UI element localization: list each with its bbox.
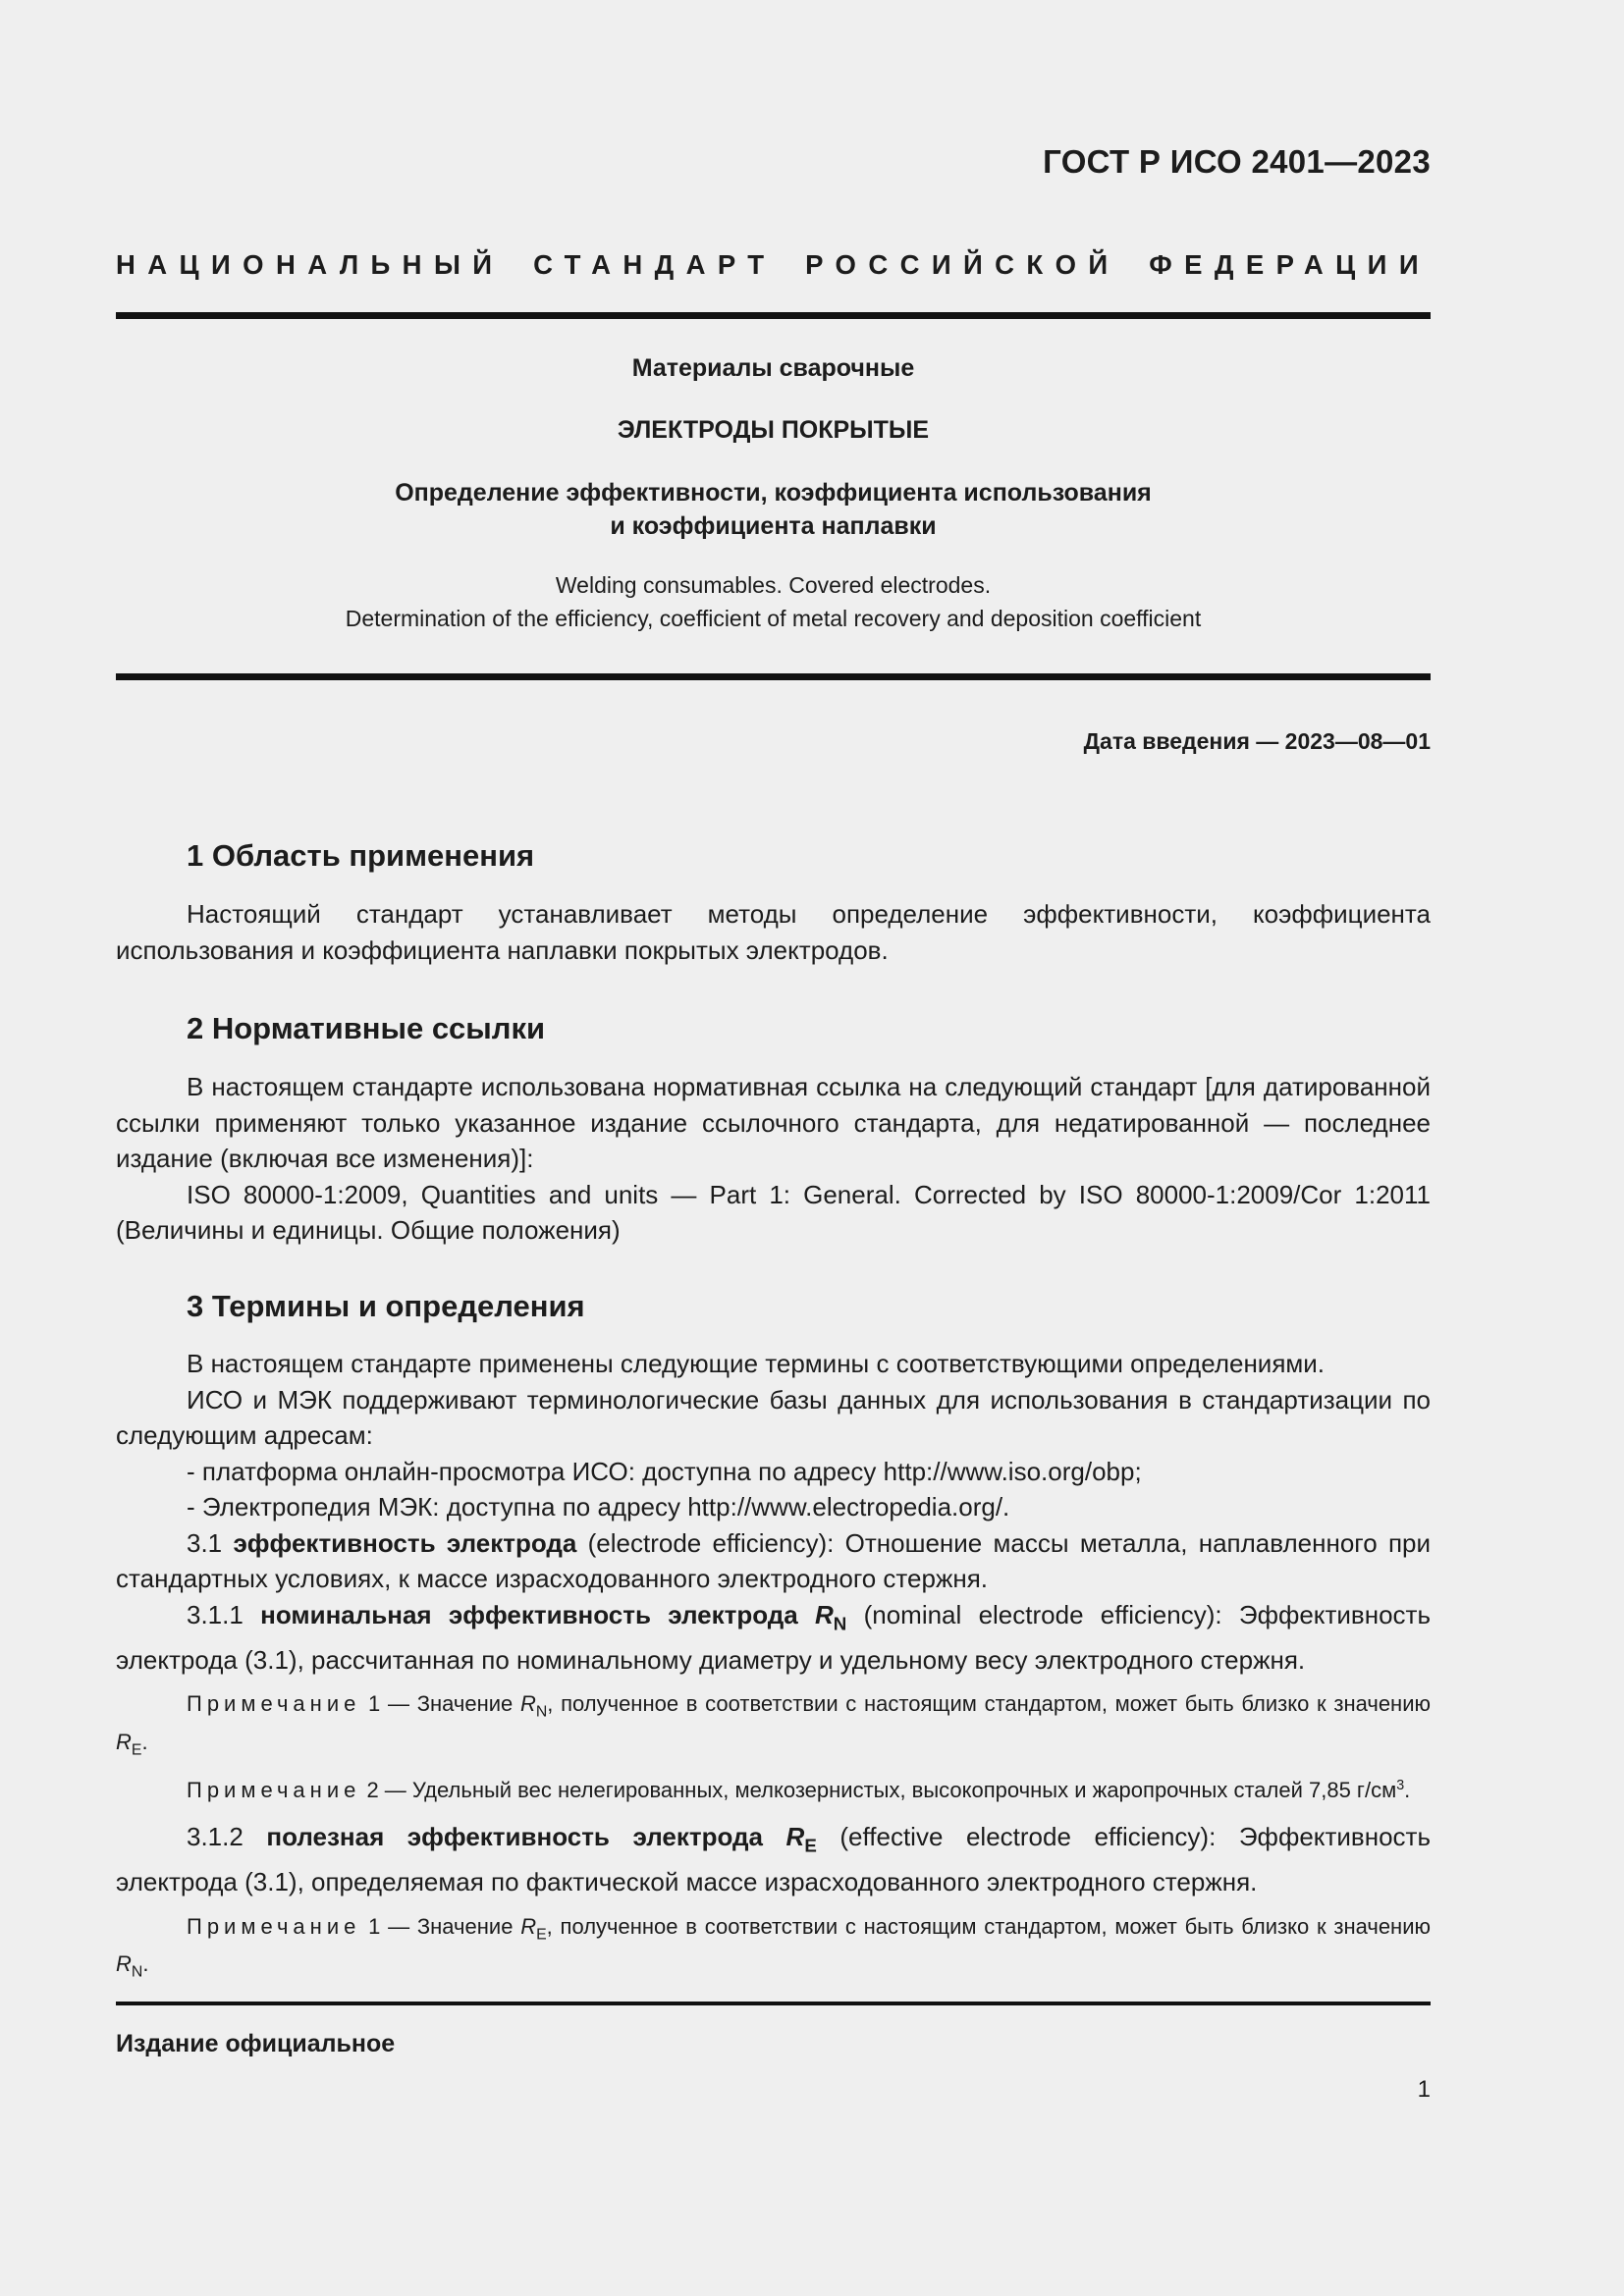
- subtitle-line-2: и коэффициента наплавки: [610, 512, 937, 540]
- note-3-1-1-1: Примечание 1 — Значение $R_N$, полученное в соответствии с настоящим стандартом, может быть близко к значению $R_E$.: [116, 1691, 1431, 1759]
- subtitle-line-1: Определение эффективности, коэффициента использования: [395, 479, 1152, 507]
- document-page: [116, 0, 1431, 2296]
- gost-number: ГОСТ Р ИСО 2401—2023: [1043, 143, 1431, 180]
- title-subtitle: [116, 476, 1431, 543]
- note-label: Примечание: [187, 1777, 361, 1802]
- section-2-reference: ISO 80000-1:2009, Quantities and units — Part 1: General. Corrected by ISO 80000-1:2009/Cor 1:2011 (Величины и единицы. Общие положения): [116, 1179, 1431, 1245]
- english-line-1: Welding consumables. Covered electrodes.: [555, 572, 992, 598]
- section-3-heading: 3 Термины и определения: [187, 1289, 585, 1323]
- list-item-iso-obp: - платформа онлайн-просмотра ИСО: доступна по адресу http://www.iso.org/obp;: [187, 1456, 1142, 1486]
- note-3-1-2-1: Примечание 1 — Значение $R_E$, полученное в соответствии с настоящим стандартом, может быть близко к значению $R_N$.: [116, 1913, 1431, 1981]
- term-definition: (electrode efficiency): Отношение массы металла, наплавленного при стандартных условиях, к массе израсходованного электродного стержня.: [116, 1527, 1432, 1593]
- english-line-2: Determination of the efficiency, coefficient of metal recovery and deposition coefficient: [345, 606, 1202, 631]
- top-divider: [116, 312, 1431, 319]
- section-2-paragraph: В настоящем стандарте использована нормативная ссылка на следующий стандарт [для датированной ссылки применяют только указанное издание ссылочного стандарта, для недатированной — последнее издание (включая все изменения)]:: [116, 1072, 1431, 1173]
- section-1-paragraph: Настоящий стандарт устанавливает методы определение эффективности, коэффициента использования и коэффициента наплавки покрытых электродов.: [116, 899, 1431, 965]
- term-symbol: $R_E$: [785, 1821, 817, 1856]
- term-3-1: [116, 1525, 1431, 1597]
- term-3-1-1: [116, 1597, 1431, 1679]
- note-label: Примечание: [187, 1691, 361, 1717]
- term-name: эффективность электрода: [233, 1527, 577, 1558]
- term-definition: (effective electrode efficiency): Эффективность электрода (3.1), определяемая по фактической массе израсходованного электродного стержня.: [116, 1821, 1431, 1897]
- section-1: [116, 836, 1431, 968]
- title-english: [116, 568, 1431, 635]
- official-edition: Издание официальное: [116, 2030, 396, 2057]
- term-symbol: $R_N$: [815, 1599, 847, 1634]
- title-category: Материалы сварочные: [631, 354, 915, 382]
- term-definition: (nominal electrode efficiency): Эффективность электрода (3.1), рассчитанная по номинальному диаметру и удельному весу электродного стержня.: [116, 1599, 1431, 1675]
- term-3-1-2: [116, 1819, 1431, 1900]
- introduction-date: Дата введения — 2023—08—01: [1083, 728, 1431, 754]
- title-divider: [116, 673, 1431, 680]
- section-3-paragraph-2: ИСО и МЭК поддерживают терминологические базы данных для использования в стандартизации по следующим адресам:: [116, 1384, 1431, 1450]
- note-label: Примечание: [187, 1913, 361, 1939]
- section-1-heading: 1 Область применения: [187, 838, 535, 873]
- term-number: 3.1.2: [187, 1821, 267, 1851]
- term-name: полезная эффективность электрода: [266, 1821, 786, 1851]
- term-number: 3.1: [187, 1527, 234, 1558]
- term-name: номинальная эффективность электрода: [260, 1599, 815, 1629]
- list-item-electropedia: - Электропедия МЭК: доступна по адресу http://www.electropedia.org/.: [187, 1492, 1010, 1522]
- note-3-1-1-2: Примечание 2 — Удельный вес нелегированных, мелкозернистых, высокопрочных и жаропрочных сталей 7,85 $г/см^3$.: [187, 1777, 1411, 1802]
- title-main: ЭЛЕКТРОДЫ ПОКРЫТЫЕ: [617, 416, 930, 444]
- title-block: [116, 353, 1431, 635]
- section-3: [116, 1287, 1431, 1988]
- section-2-heading: 2 Нормативные ссылки: [187, 1011, 546, 1045]
- section-2: [116, 1009, 1431, 1249]
- section-3-paragraph-1: В настоящем стандарте применены следующие термины с соответствующими определениями.: [187, 1349, 1326, 1378]
- term-number: 3.1.1: [187, 1599, 261, 1629]
- page-number: 1: [1417, 2076, 1431, 2103]
- footer-divider: [116, 2002, 1431, 2005]
- national-standard-banner: НАЦИОНАЛЬНЫЙ СТАНДАРТ РОССИЙСКОЙ ФЕДЕРАЦИИ: [116, 249, 1431, 280]
